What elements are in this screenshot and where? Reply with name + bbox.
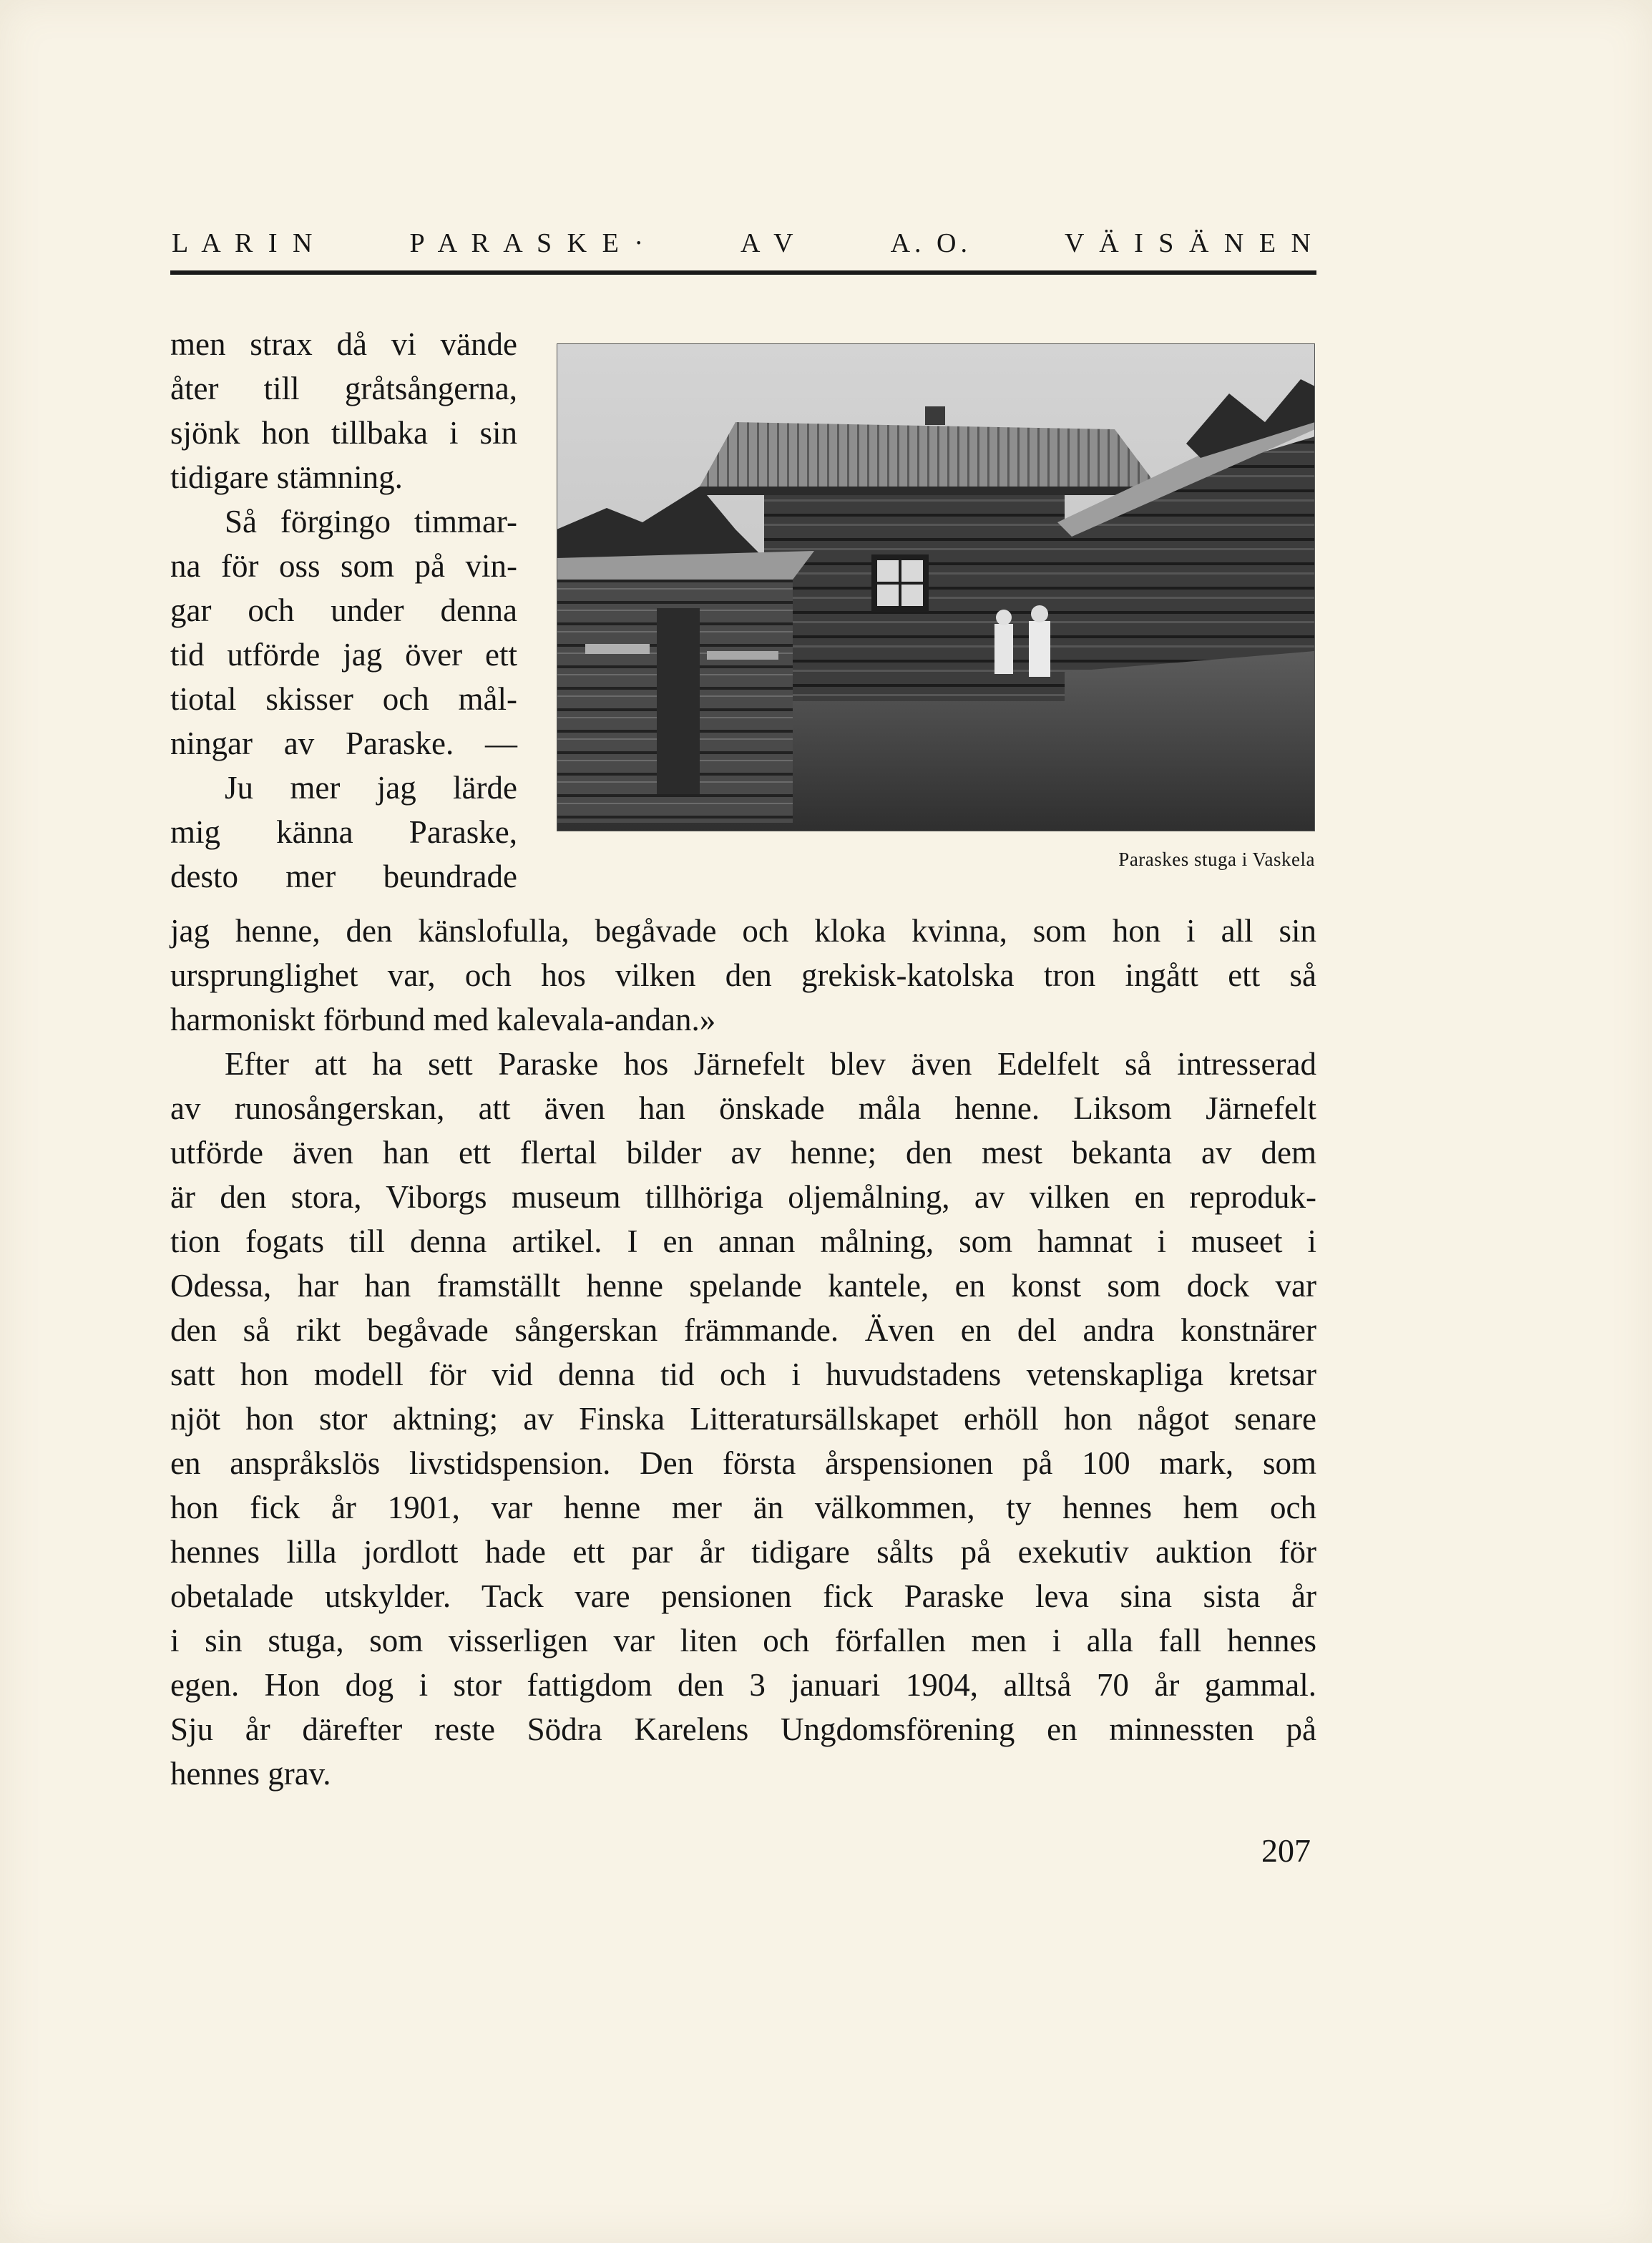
text-line: är den stora, Viborgs museum tillhöriga oljemålning, av vilken en reproduk- xyxy=(170,1179,1316,1215)
cottage-photograph xyxy=(557,343,1315,831)
text-line: hennes lilla jordlott hade ett par år tidigare sålts på exekutiv auktion för xyxy=(170,1534,1316,1570)
running-header xyxy=(172,228,1315,259)
header-segment: A V xyxy=(740,228,798,258)
text-line: hennes grav. xyxy=(170,1756,331,1792)
header-segment: P A R A S K E · xyxy=(409,228,647,258)
text-line: den så rikt begåvade sångerskan främmande. Även en del andra konstnärer xyxy=(170,1312,1316,1348)
text-line: na för oss som på vin- xyxy=(170,548,517,584)
text-line: Ju mer jag lärde xyxy=(225,770,517,806)
text-line: mig känna Paraske, xyxy=(170,814,517,850)
header-segment: V Ä I S Ä N E N xyxy=(1064,228,1315,258)
text-line: Sju år därefter reste Södra Karelens Ungdomsförening en minnessten på xyxy=(170,1711,1316,1747)
text-line: jag henne, den känslofulla, begåvade och kloka kvinna, som hon i all sin xyxy=(170,913,1316,949)
text-line: Odessa, har han framställt henne spelande kantele, en konst som dock var xyxy=(170,1268,1316,1304)
text-line: Efter att ha sett Paraske hos Järnefelt blev även Edelfelt så intresserad xyxy=(225,1046,1316,1082)
text-line: en anspråkslös livstidspension. Den första årspensionen på 100 mark, som xyxy=(170,1445,1316,1481)
header-segment: A. O. xyxy=(890,228,972,258)
text-line: ningar av Paraske. — xyxy=(170,725,517,761)
text-line: njöt hon stor aktning; av Finska Litteratursällskapet erhöll hon något senare xyxy=(170,1401,1316,1437)
text-line: sjönk hon tillbaka i sin xyxy=(170,415,517,451)
text-line: gar och under denna xyxy=(170,592,517,628)
text-line: Så förgingo timmar- xyxy=(225,504,517,539)
text-line: tid utförde jag över ett xyxy=(170,637,517,673)
text-line: ursprunglighet var, och hos vilken den grekisk-katolska tron ingått ett så xyxy=(170,957,1316,993)
cottage-photo-drawing xyxy=(557,343,1315,831)
text-line: av runosångerskan, att även han önskade måla henne. Liksom Järnefelt xyxy=(170,1090,1316,1126)
full-width-text xyxy=(170,909,1316,1796)
text-line: men strax då vi vände xyxy=(170,326,517,362)
text-line: harmoniskt förbund med kalevala-andan.» xyxy=(170,1002,716,1037)
header-rule xyxy=(170,270,1316,275)
photo-caption: Paraskes stuga i Vaskela xyxy=(1118,849,1315,870)
text-line: tidigare stämning. xyxy=(170,459,403,495)
text-line: i sin stuga, som visserligen var liten och förfallen men i alla fall hennes xyxy=(170,1623,1316,1658)
text-line: hon fick år 1901, var henne mer än välkommen, ty hennes hem och xyxy=(170,1490,1316,1525)
text-line: satt hon modell för vid denna tid och i huvudstadens vetenskapliga kretsar xyxy=(170,1357,1316,1392)
text-line: tiotal skisser och mål- xyxy=(170,681,517,717)
header-segment: L A R I N xyxy=(172,228,317,258)
wrapped-text-column xyxy=(170,322,517,899)
text-line: utförde även han ett flertal bilder av henne; den mest bekanta av dem xyxy=(170,1135,1316,1171)
text-line: egen. Hon dog i stor fattigdom den 3 januari 1904, alltså 70 år gammal. xyxy=(170,1667,1316,1703)
text-line: desto mer beundrade xyxy=(170,859,517,894)
text-line: obetalade utskylder. Tack vare pensionen fick Paraske leva sina sista år xyxy=(170,1578,1316,1614)
text-line: tion fogats till denna artikel. I en annan målning, som hamnat i museet i xyxy=(170,1223,1316,1259)
page-number: 207 xyxy=(1261,1832,1311,1869)
text-line: åter till gråtsångerna, xyxy=(170,371,517,406)
